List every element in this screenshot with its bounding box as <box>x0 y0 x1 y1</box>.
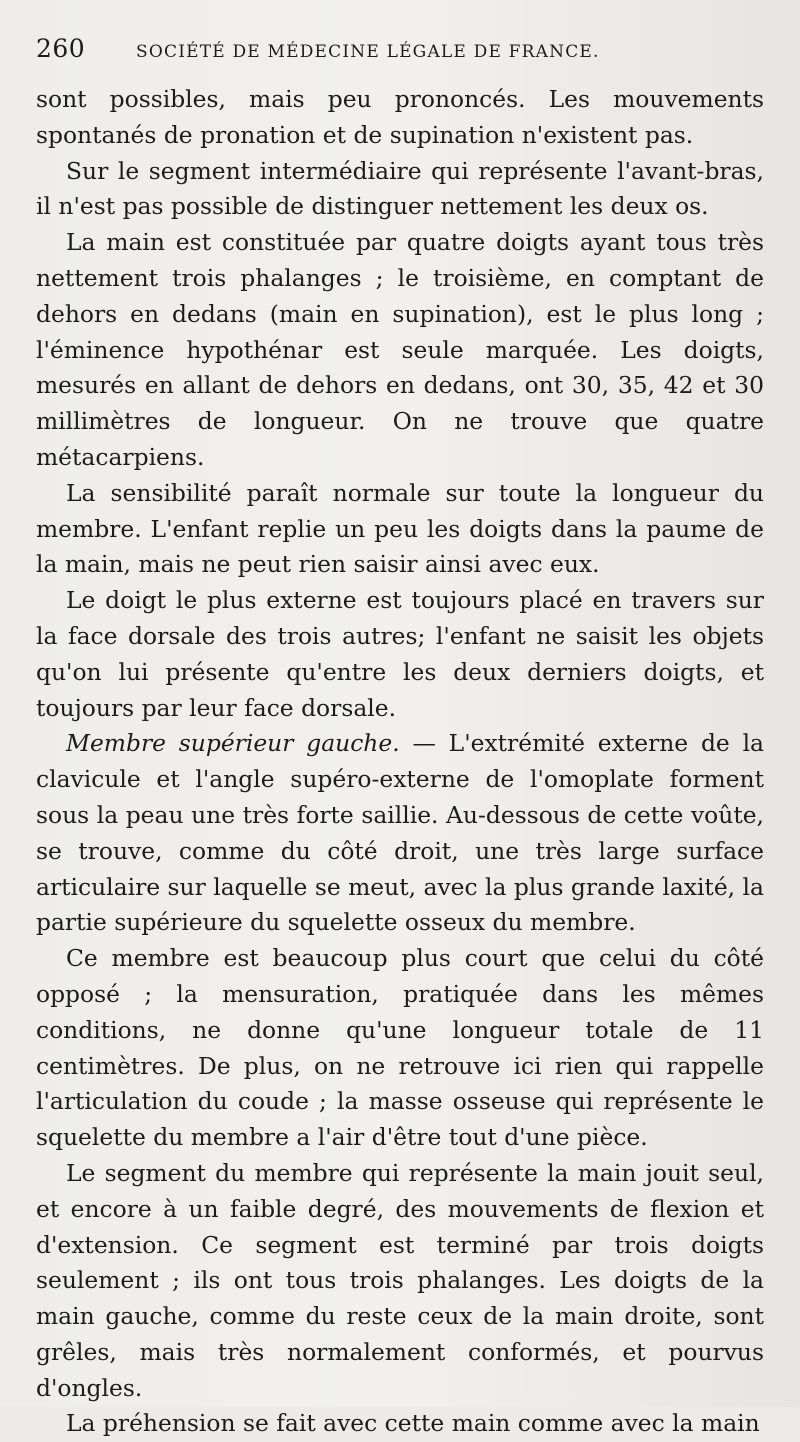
paragraph-external-finger: Le doigt le plus externe est toujours placé en travers sur la face dorsale des trois autres; l'enfant ne saisit les objets qu'on lui présente qu'entre les deux derniers doigts, et toujours par leur face dorsale. <box>36 586 764 722</box>
paragraph-continuation: sont possibles, mais peu prononcés. Les mouvements spontanés de pronation et de supination n'existent pas. <box>36 85 764 149</box>
paragraph-sensibility: La sensibilité paraît normale sur toute la longueur du membre. L'enfant replie un peu les doigts dans la paume de la main, mais ne peut rien saisir ainsi avec eux. <box>36 478 764 579</box>
page-number: 260 <box>36 34 86 63</box>
running-head: SOCIÉTÉ DE MÉDECINE LÉGALE DE FRANCE. <box>136 42 600 62</box>
page-header <box>36 34 764 78</box>
body-text <box>36 82 764 1442</box>
paragraph-limb-length: Ce membre est beaucoup plus court que celui du côté opposé ; la mensuration, pratiquée dans les mêmes conditions, ne donne qu'une longueur totale de 11 centimètres. De plus, on ne retrouve ici rien qui rappelle l'articulation du coude ; la masse osseuse qui représente le squelette du membre a l'air d'être tout d'une pièce. <box>36 944 764 1152</box>
paragraph-forearm: Sur le segment intermédiaire qui représente l'avant-bras, il n'est pas possible de distinguer nettement les deux os. <box>36 156 764 221</box>
paragraph-left-upper-limb: Membre supérieur gauche. — L'extrémité externe de la clavicule et l'angle supéro-externe de l'omoplate forment sous la peau une très forte saillie. Au-dessous de cette voûte, se trouve, comme du côté droit, une très large surface articulaire sur laquelle se meut, avec la plus grande laxité, la partie supérieure du squelette osseux du membre. <box>36 729 765 937</box>
section-heading-italic: Membre supérieur gauche. <box>66 729 400 758</box>
paragraph-prehension: La préhension se fait avec cette main comme avec la main <box>66 1409 760 1438</box>
paragraph-hand-segment: Le segment du membre qui représente la main jouit seul, et encore à un faible degré, des mouvements de flexion et d'extension. Ce segment est terminé par trois doigts seulement ; ils ont tous trois phalanges. Les doigts de la main gauche, comme du reste ceux de la main droite, sont grêles, mais très normalement conformés, et pourvus d'ongles. <box>36 1158 764 1402</box>
paragraph-hand-fingers: La main est constituée par quatre doigts ayant tous très nettement trois phalanges ; le troisième, en comptant de dehors en dedans (main en supination), est le plus long ; l'éminence hypothénar est seule marquée. Les doigts, mesurés en allant de dehors en dedans, ont 30, 35, 42 et 30 millimètres de longueur. On ne trouve que quatre métacarpiens. <box>36 228 764 471</box>
